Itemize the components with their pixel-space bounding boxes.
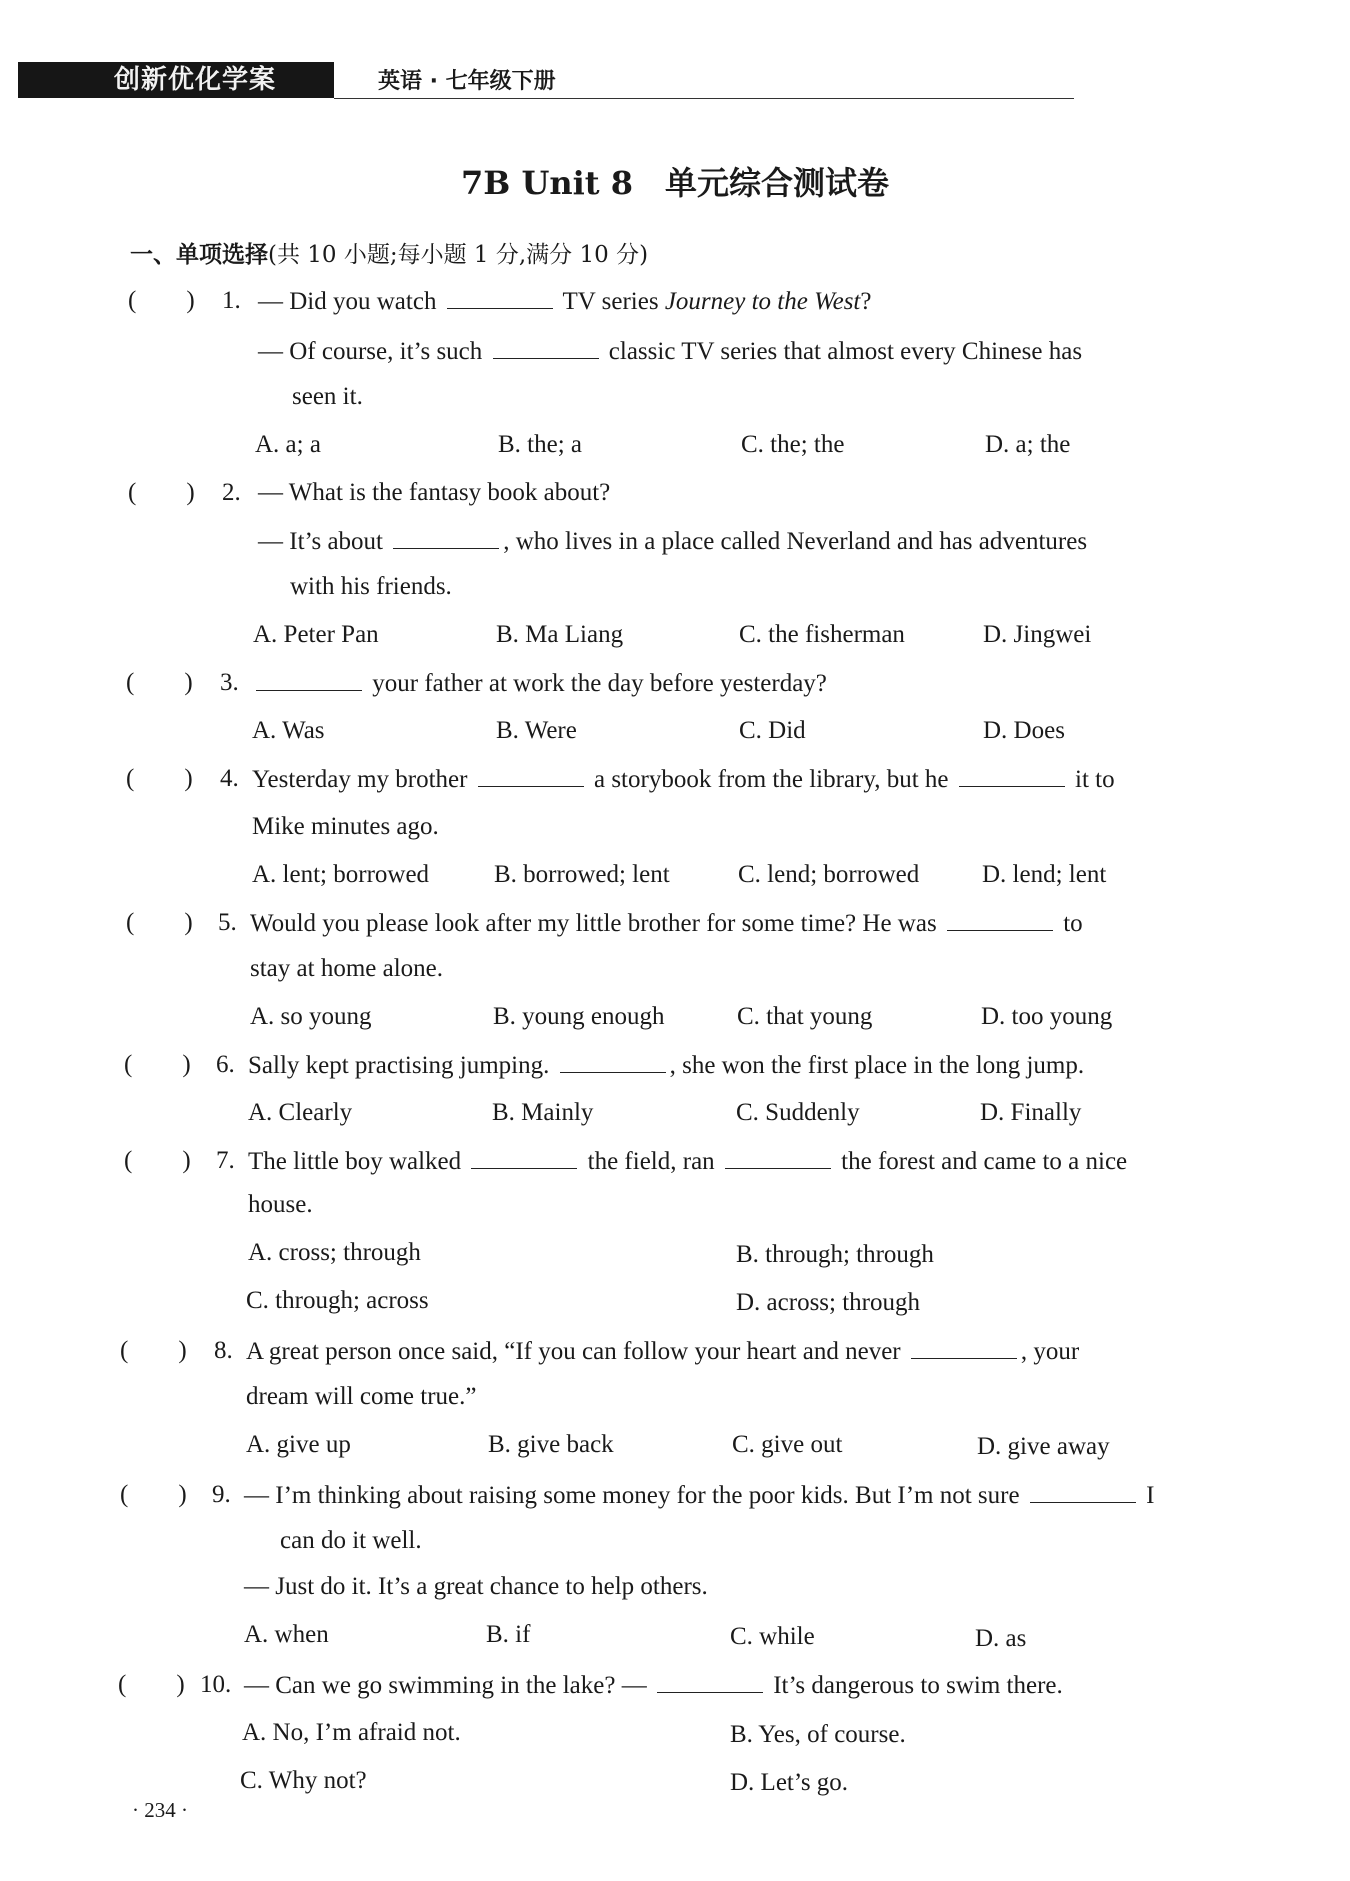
answer-blank[interactable]: [493, 336, 599, 359]
option-a[interactable]: A. Peter Pan: [253, 621, 379, 648]
answer-paren[interactable]: ( ): [120, 1337, 187, 1364]
question-number: 9.: [212, 1481, 231, 1508]
question-text: [248, 1146, 1127, 1177]
answer-blank[interactable]: [471, 1146, 577, 1169]
option-c[interactable]: C. Did: [739, 717, 806, 744]
option-b[interactable]: B. Yes, of course.: [730, 1721, 906, 1748]
question-number: 6.: [216, 1051, 235, 1078]
answer-paren[interactable]: ( ): [124, 1147, 191, 1174]
question-number: 2.: [222, 479, 241, 506]
q-text-a: Yesterday my brother: [252, 766, 468, 793]
q-text-b: your father at work the day before yesterday?: [372, 670, 827, 697]
option-b[interactable]: B. Mainly: [492, 1099, 594, 1126]
answer-blank[interactable]: [911, 1336, 1017, 1359]
answer-blank[interactable]: [393, 526, 499, 549]
q-text-a: — It’s about: [258, 528, 383, 555]
option-a[interactable]: A. lent; borrowed: [252, 861, 430, 888]
question-text-2: stay at home alone.: [250, 955, 443, 982]
option-b[interactable]: B. the; a: [498, 431, 583, 458]
answer-paren[interactable]: ( ): [128, 479, 195, 506]
question-number: 10.: [200, 1671, 232, 1698]
answer-blank[interactable]: [725, 1146, 831, 1169]
q-text-b: the field, ran: [587, 1148, 715, 1175]
answer-blank[interactable]: [1030, 1480, 1136, 1503]
answer-blank[interactable]: [256, 668, 362, 691]
option-a[interactable]: A. cross; through: [248, 1239, 421, 1266]
answer-blank[interactable]: [447, 286, 553, 309]
option-a[interactable]: A. Clearly: [248, 1099, 353, 1126]
q-text-a: The little boy walked: [248, 1148, 462, 1175]
section-label: 一、单项选择: [130, 242, 268, 268]
option-b[interactable]: B. if: [486, 1621, 531, 1648]
option-b[interactable]: B. Ma Liang: [496, 621, 624, 648]
page-header: [18, 62, 1058, 102]
option-c[interactable]: C. Suddenly: [736, 1099, 860, 1126]
question-text: [244, 1670, 1063, 1701]
option-d[interactable]: D. Does: [983, 717, 1065, 744]
option-c[interactable]: C. Why not?: [240, 1767, 367, 1794]
option-a[interactable]: A. give up: [246, 1431, 351, 1458]
question-text-3: with his friends.: [290, 573, 452, 600]
q-text-b: a storybook from the library, but he: [593, 766, 949, 793]
q-text-b: , your: [1020, 1338, 1080, 1365]
q-text-c: it to: [1075, 766, 1115, 793]
option-d[interactable]: D. Let’s go.: [730, 1769, 849, 1796]
question-text: [246, 1336, 1079, 1367]
question-number: 1.: [222, 287, 241, 314]
question-text: [250, 908, 1083, 939]
option-a[interactable]: A. No, I’m afraid not.: [242, 1719, 461, 1746]
option-b[interactable]: B. give back: [488, 1431, 614, 1458]
option-d[interactable]: D. across; through: [736, 1289, 920, 1316]
q-text-b: TV series: [562, 288, 665, 315]
q-text-d: ?: [860, 288, 872, 315]
section-heading: [130, 236, 648, 269]
answer-blank[interactable]: [959, 764, 1065, 787]
q-text-a: Sally kept practising jumping.: [248, 1052, 550, 1079]
question-text-2: house.: [248, 1191, 313, 1218]
q-text-b: I: [1146, 1482, 1155, 1509]
option-c[interactable]: C. the; the: [741, 431, 845, 458]
q-text-b: to: [1063, 910, 1083, 937]
option-b[interactable]: B. through; through: [736, 1241, 934, 1268]
q-text-b: classic TV series that almost every Chinese has: [608, 338, 1083, 365]
option-d[interactable]: D. lend; lent: [982, 861, 1107, 888]
section-note: (共 10 小题;每小题 1 分,满分 10 分): [268, 242, 649, 268]
option-d[interactable]: D. a; the: [985, 431, 1071, 458]
question-text-2: [258, 526, 1087, 557]
answer-paren[interactable]: ( ): [126, 669, 193, 696]
page-number: · 234 ·: [132, 1798, 188, 1822]
q-text-a: — I’m thinking about raising some money for the poor kids. But I’m not sure: [244, 1482, 1020, 1509]
option-d[interactable]: D. as: [975, 1625, 1027, 1652]
q-text-a: A great person once said, “If you can follow your heart and never: [246, 1338, 901, 1365]
option-c[interactable]: C. through; across: [246, 1287, 429, 1314]
question-text: [248, 1050, 1084, 1081]
q-text-a: — Can we go swimming in the lake? —: [244, 1672, 647, 1699]
option-d[interactable]: D. Finally: [980, 1099, 1082, 1126]
q-text-b: , who lives in a place called Neverland and has adventures: [503, 528, 1088, 555]
answer-paren[interactable]: ( ): [128, 287, 195, 314]
answer-paren[interactable]: ( ): [126, 909, 193, 936]
question-text-2: [258, 336, 1082, 367]
question-text-2: dream will come true.”: [246, 1383, 477, 1410]
brand-banner: [18, 62, 334, 98]
option-c[interactable]: C. while: [730, 1623, 815, 1650]
page-title: 7B Unit 8 单元综合测试卷: [461, 164, 889, 202]
question-text: [252, 668, 827, 699]
option-b[interactable]: B. borrowed; lent: [494, 861, 670, 888]
q-text-c: the forest and came to a nice: [841, 1148, 1128, 1175]
option-a[interactable]: A. so young: [250, 1003, 372, 1030]
answer-paren[interactable]: ( ): [118, 1671, 185, 1698]
question-text: — What is the fantasy book about?: [258, 479, 611, 506]
question-text: [252, 764, 1115, 795]
question-text-3: seen it.: [292, 383, 363, 410]
question-number: 7.: [216, 1147, 235, 1174]
subject-label: 英语 · 七年级下册: [378, 69, 556, 94]
option-b[interactable]: B. young enough: [493, 1003, 665, 1030]
question-number: 5.: [218, 909, 237, 936]
option-c[interactable]: C. give out: [732, 1431, 843, 1458]
answer-paren[interactable]: ( ): [126, 765, 193, 792]
answer-blank[interactable]: [478, 764, 584, 787]
option-b[interactable]: B. Were: [496, 717, 577, 744]
question-number: 8.: [214, 1337, 233, 1364]
option-a[interactable]: A. Was: [252, 717, 325, 744]
question-text-2: can do it well.: [280, 1527, 422, 1554]
option-c[interactable]: C. the fisherman: [739, 621, 905, 648]
option-d[interactable]: D. Jingwei: [983, 621, 1092, 648]
option-c[interactable]: C. lend; borrowed: [738, 861, 920, 888]
answer-paren[interactable]: ( ): [120, 1481, 187, 1508]
question-text: [244, 1480, 1154, 1511]
q-text-b: It’s dangerous to swim there.: [773, 1672, 1063, 1699]
q-text-a: Would you please look after my little brother for some time? He was: [250, 910, 937, 937]
question-text-2: Mike minutes ago.: [252, 813, 439, 840]
option-a[interactable]: A. a; a: [255, 431, 321, 458]
answer-blank[interactable]: [657, 1670, 763, 1693]
brand-text: 创新优化学案: [114, 65, 277, 95]
q-text-a: — Did you watch: [258, 288, 437, 315]
q-text-a: — Of course, it’s such: [258, 338, 483, 365]
question-number: 3.: [220, 669, 239, 696]
option-a[interactable]: A. when: [244, 1621, 329, 1648]
header-rule: [334, 98, 1074, 99]
answer-blank[interactable]: [947, 908, 1053, 931]
option-c[interactable]: C. that young: [737, 1003, 873, 1030]
q-text-italic: Journey to the West: [664, 288, 861, 315]
question-text: [258, 286, 871, 317]
question-text-3: — Just do it. It’s a great chance to help others.: [244, 1573, 708, 1600]
option-d[interactable]: D. give away: [977, 1433, 1110, 1460]
answer-paren[interactable]: ( ): [124, 1051, 191, 1078]
question-number: 4.: [220, 765, 239, 792]
q-text-b: , she won the first place in the long jump.: [669, 1052, 1085, 1079]
answer-blank[interactable]: [560, 1050, 666, 1073]
option-d[interactable]: D. too young: [981, 1003, 1113, 1030]
